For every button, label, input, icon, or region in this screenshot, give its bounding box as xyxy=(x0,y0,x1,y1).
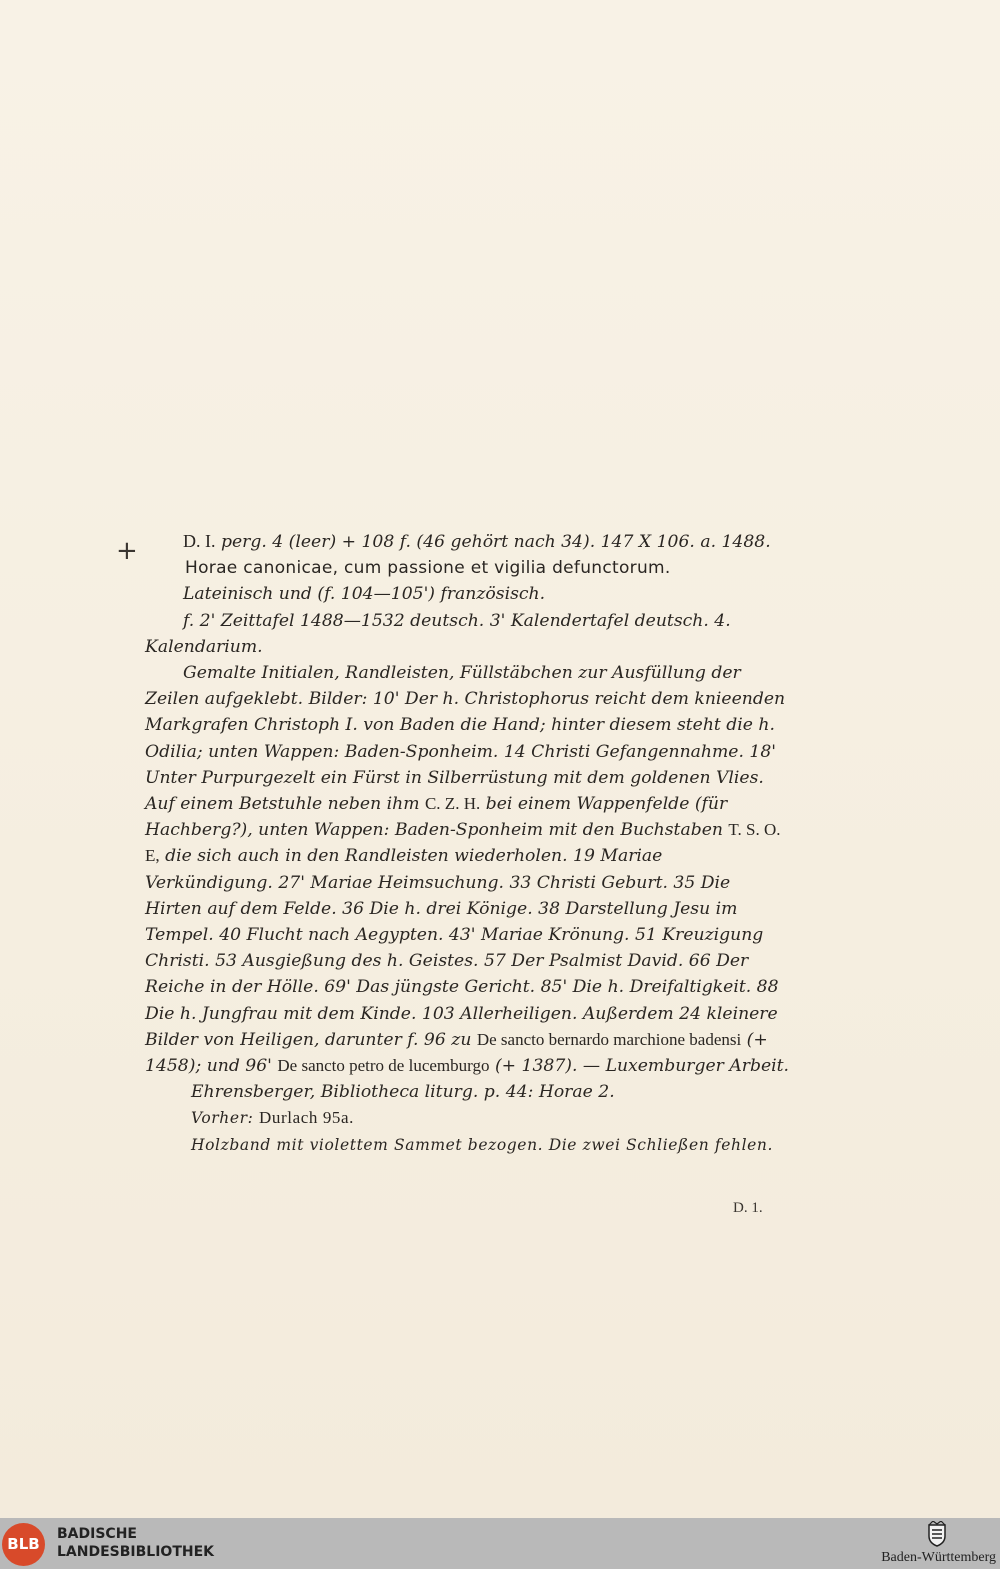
shelfmark: D. I. xyxy=(183,531,216,551)
library-name[interactable] xyxy=(57,1525,214,1561)
illustration-description xyxy=(145,660,791,1079)
desc-part5: (+ 1387). — Luxemburger Arbeit. xyxy=(494,1056,790,1077)
bottom-shelfmark: D. 1. xyxy=(733,1200,763,1216)
blb-logo-icon[interactable]: BLB xyxy=(2,1523,45,1566)
state-name[interactable]: Baden-Württemberg xyxy=(881,1550,996,1565)
catalog-entry xyxy=(145,528,791,1158)
desc-part4: (+ 1458); und 96' xyxy=(145,1029,768,1077)
contents-note: f. 2' Zeittafel 1488—1532 deutsch. 3' Kalendertafel deutsch. 4. Kalendarium. xyxy=(145,610,731,657)
library-name-line2: LANDESBIBLIOTHEK xyxy=(57,1544,215,1560)
physical-description: perg. 4 (leer) + 108 f. (46 gehört nach 34). 147 X 106. a. 1488. xyxy=(220,532,771,552)
entry-title: Horae canonicae, cum passione et vigilia defunctorum. xyxy=(185,558,671,579)
coat-of-arms-icon xyxy=(926,1521,948,1547)
desc-part2: bei einem Wappenfelde (für Hachberg?), unten Wappen: Baden-Sponheim mit den Buchstaben xyxy=(145,794,728,841)
literature-note: Ehrensberger, Bibliotheca liturg. p. 44: Horae 2. xyxy=(191,1082,615,1103)
language-note: Lateinisch und (f. 104—105') französisch. xyxy=(183,584,546,605)
desc-letters-tsoe: T. S. O. E, xyxy=(145,820,781,866)
provenance-note xyxy=(145,1105,791,1131)
provenance-value: Durlach 95a. xyxy=(259,1108,355,1128)
desc-petro: De sancto petro de lucemburgo xyxy=(277,1056,490,1076)
desc-part1: Gemalte Initialen, Randleisten, Füllstäbchen zur Ausfüllung der Zeilen aufgeklebt. Bilder: 10' Der h. Christophorus reicht dem knieenden Markgrafen Christoph I. von Baden die Hand; hinter diesem steht die h. Odilia; unten Wappen: Baden-Sponheim. 14 Christi Gefangennahme. 18' Unter Purpurgezelt ein Fürst in Silberrüstung mit dem goldenen Vlies. Auf einem Betstuhle neben ihm xyxy=(145,663,786,815)
library-name-line1: BADISCHE xyxy=(57,1526,137,1542)
binding-note: Holzband mit violettem Sammet bezogen. Die zwei Schließen fehlen. xyxy=(191,1135,774,1154)
provenance-label: Vorher: xyxy=(191,1109,254,1128)
plus-marker: + xyxy=(116,536,138,566)
footer-bar xyxy=(0,1518,1000,1569)
desc-bernardo: De sancto bernardo marchione badensi xyxy=(476,1029,742,1049)
desc-letters-czh: C. Z. H. xyxy=(424,794,481,814)
entry-header-line xyxy=(145,528,791,555)
desc-part3: die sich auch in den Randleisten wiederholen. 19 Mariae Verkündigung. 27' Mariae Heimsuchung. 33 Christi Geburt. 35 Die Hirten auf dem Felde. 36 Die h. drei Könige. 38 Darstellung Jesu im Tempel. 40 Flucht nach Aegypten. 43' Mariae Krönung. 51 Kreuzigung Christi. 53 Ausgießung des h. Geistes. 57 Der Psalmist David. 66 Der Reiche in der Hölle. 69' Das jüngste Gericht. 85' Die h. Dreifaltigkeit. 88 Die h. Jungfrau mit dem Kinde. 103 Allerheiligen. Außerdem 24 kleinere Bilder von Heiligen, darunter f. 96 zu xyxy=(145,846,779,1050)
